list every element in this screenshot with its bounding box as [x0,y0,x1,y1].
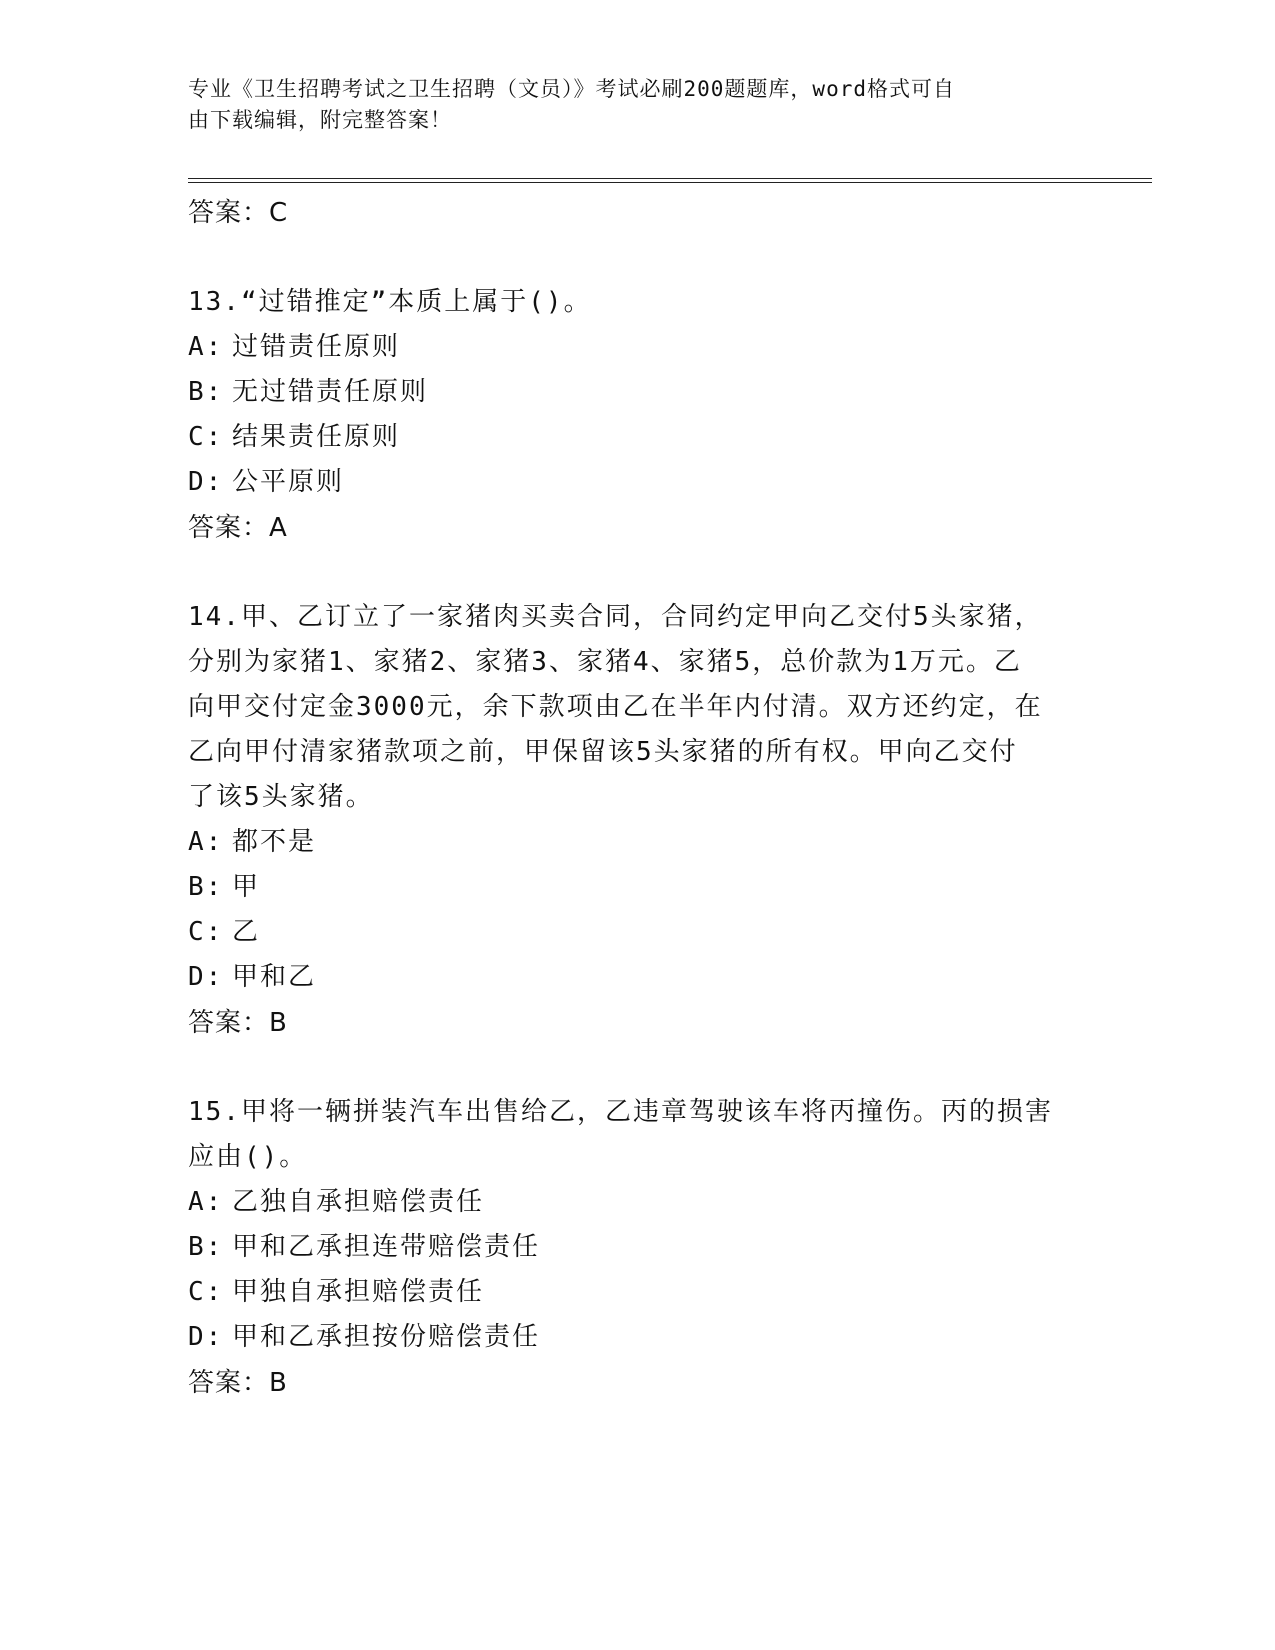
option-letter: B: [188,377,224,407]
question-answer: 答案：B [188,1008,288,1038]
option-text: 甲 [232,872,261,902]
previous-answer: 答案：C [188,198,289,228]
question-14 [188,595,1088,1046]
question-stem [188,280,1088,325]
option-d [188,955,1088,1000]
stem-line: 13.“过错推定”本质上属于()。 [188,287,592,317]
option-letter: D: [188,962,224,992]
option-a [188,1180,1088,1225]
question-list [188,190,1088,1406]
option-d [188,1315,1088,1360]
stem-line: 15.甲将一辆拼装汽车出售给乙，乙违章驾驶该车将丙撞伤。丙的损害 [188,1097,1053,1127]
option-text: 过错责任原则 [232,332,401,362]
option-text: 结果责任原则 [232,422,401,452]
option-text: 公平原则 [232,467,345,497]
stem-line: 了该5头家猪。 [188,782,374,812]
option-letter: B: [188,872,224,902]
stem-line: 向甲交付定金3000元，余下款项由乙在半年内付清。双方还约定，在 [188,692,1043,722]
option-text: 甲和乙承担按份赔偿责任 [232,1322,541,1352]
option-letter: A: [188,1187,224,1217]
option-text: 乙独自承担赔偿责任 [232,1187,485,1217]
stem-line: 乙向甲付清家猪款项之前，甲保留该5头家猪的所有权。甲向乙交付 [188,737,1018,767]
option-letter: D: [188,467,224,497]
stem-line: 应由()。 [188,1142,308,1172]
question-stem [188,595,1088,820]
option-c [188,1270,1088,1315]
question-15 [188,1090,1088,1406]
option-c [188,910,1088,955]
option-letter: A: [188,332,224,362]
option-letter: C: [188,1277,224,1307]
option-letter: C: [188,422,224,452]
document-header [188,74,1068,136]
question-stem [188,1090,1088,1180]
question-13 [188,280,1088,551]
header-line-1: 专业《卫生招聘考试之卫生招聘（文员）》考试必刷200题题库，word格式可自 [188,77,955,101]
option-d [188,460,1088,505]
option-text: 甲独自承担赔偿责任 [232,1277,485,1307]
header-divider-bottom [188,182,1152,183]
option-letter: B: [188,1232,224,1262]
question-answer: 答案：A [188,513,288,543]
option-text: 甲和乙 [232,962,317,992]
option-text: 无过错责任原则 [232,377,429,407]
option-b [188,370,1088,415]
option-b [188,865,1088,910]
stem-line: 14.甲、乙订立了一家猪肉买卖合同，合同约定甲向乙交付5头家猪， [188,602,1043,632]
option-a [188,820,1088,865]
option-b [188,1225,1088,1270]
option-letter: C: [188,917,224,947]
option-letter: A: [188,827,224,857]
question-answer: 答案：B [188,1368,288,1398]
header-divider-top [188,178,1152,179]
option-text: 都不是 [232,827,317,857]
option-letter: D: [188,1322,224,1352]
option-a [188,325,1088,370]
option-c [188,415,1088,460]
option-text: 甲和乙承担连带赔偿责任 [232,1232,541,1262]
header-line-2: 由下载编辑，附完整答案！ [188,108,452,132]
option-text: 乙 [232,917,261,947]
stem-line: 分别为家猪1、家猪2、家猪3、家猪4、家猪5，总价款为1万元。乙 [188,647,1022,677]
